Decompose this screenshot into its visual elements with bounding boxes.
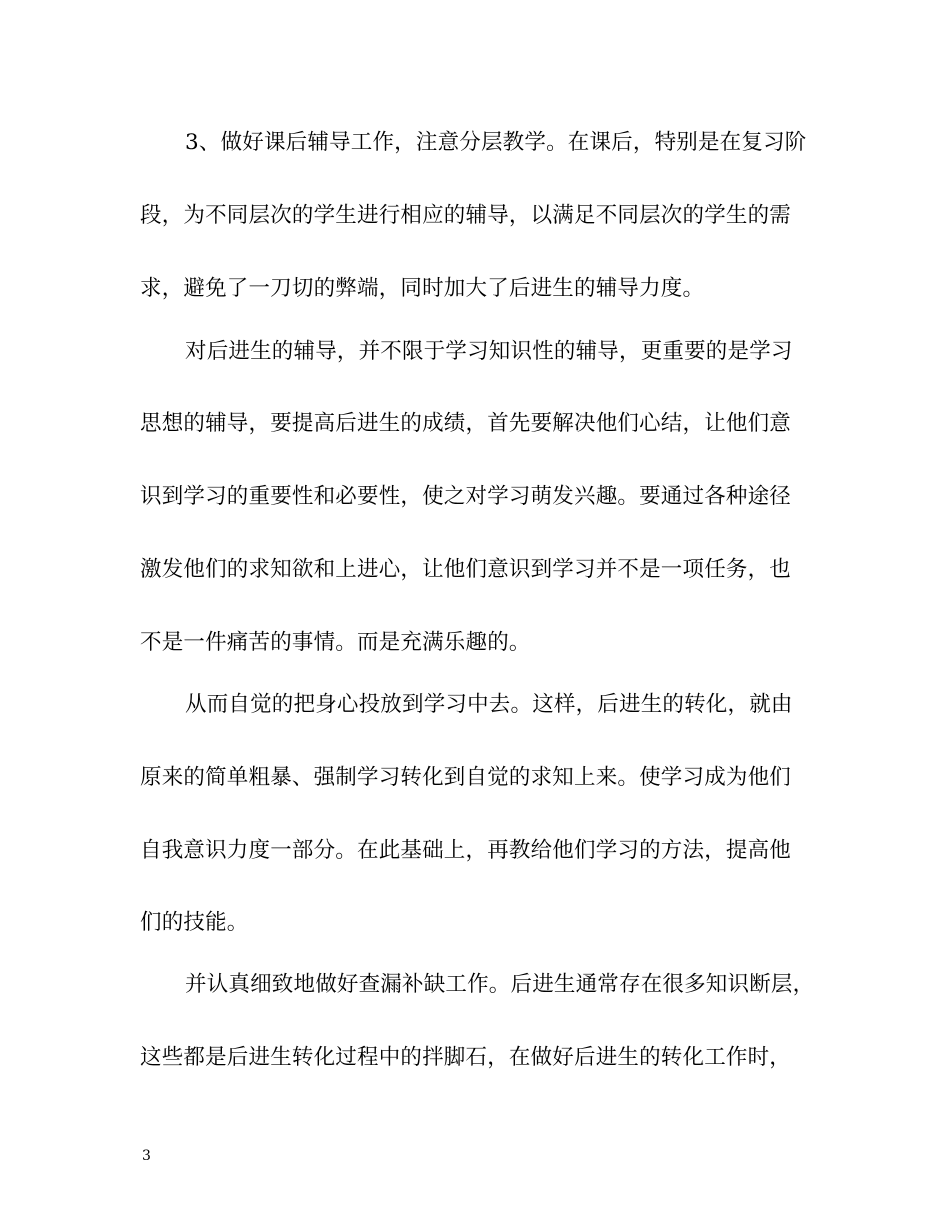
text-line: 对后进生的辅导，并不限于学习知识性的辅导，更重要的是学习 [185,339,793,364]
text-line: 这些都是后进生转化过程中的拌脚石，在做好后进生的转化工作时， [140,1045,792,1070]
text-line: 思想的辅导，要提高后进生的成绩，首先要解决他们心结，让他们意 [140,411,792,436]
text-line: 不是一件痛苦的事情。而是充满乐趣的。 [140,630,531,655]
text-line: 3、做好课后辅导工作，注意分层教学。在课后，特别是在复习阶 [185,130,807,155]
text-line: 自我意识力度一部分。在此基础上，再教给他们学习的方法，提高他 [140,838,792,863]
text-line: 段，为不同层次的学生进行相应的辅导，以满足不同层次的学生的需 [140,203,792,228]
text-line: 并认真细致地做好查漏补缺工作。后进生通常存在很多知识断层， [185,972,815,997]
text-line: 激发他们的求知欲和上进心，让他们意识到学习并不是一项任务，也 [140,557,792,582]
text-line: 从而自觉的把身心投放到学习中去。这样，后进生的转化，就由 [185,692,793,717]
page-number: 3 [142,1148,151,1164]
text-line: 识到学习的重要性和必要性，使之对学习萌发兴趣。要通过各种途径 [140,484,792,509]
text-line: 原来的简单粗暴、强制学习转化到自觉的求知上来。使学习成为他们 [140,765,792,790]
text-line: 们的技能。 [140,910,249,935]
text-line: 求，避免了一刀切的弊端，同时加大了后进生的辅导力度。 [140,276,705,301]
